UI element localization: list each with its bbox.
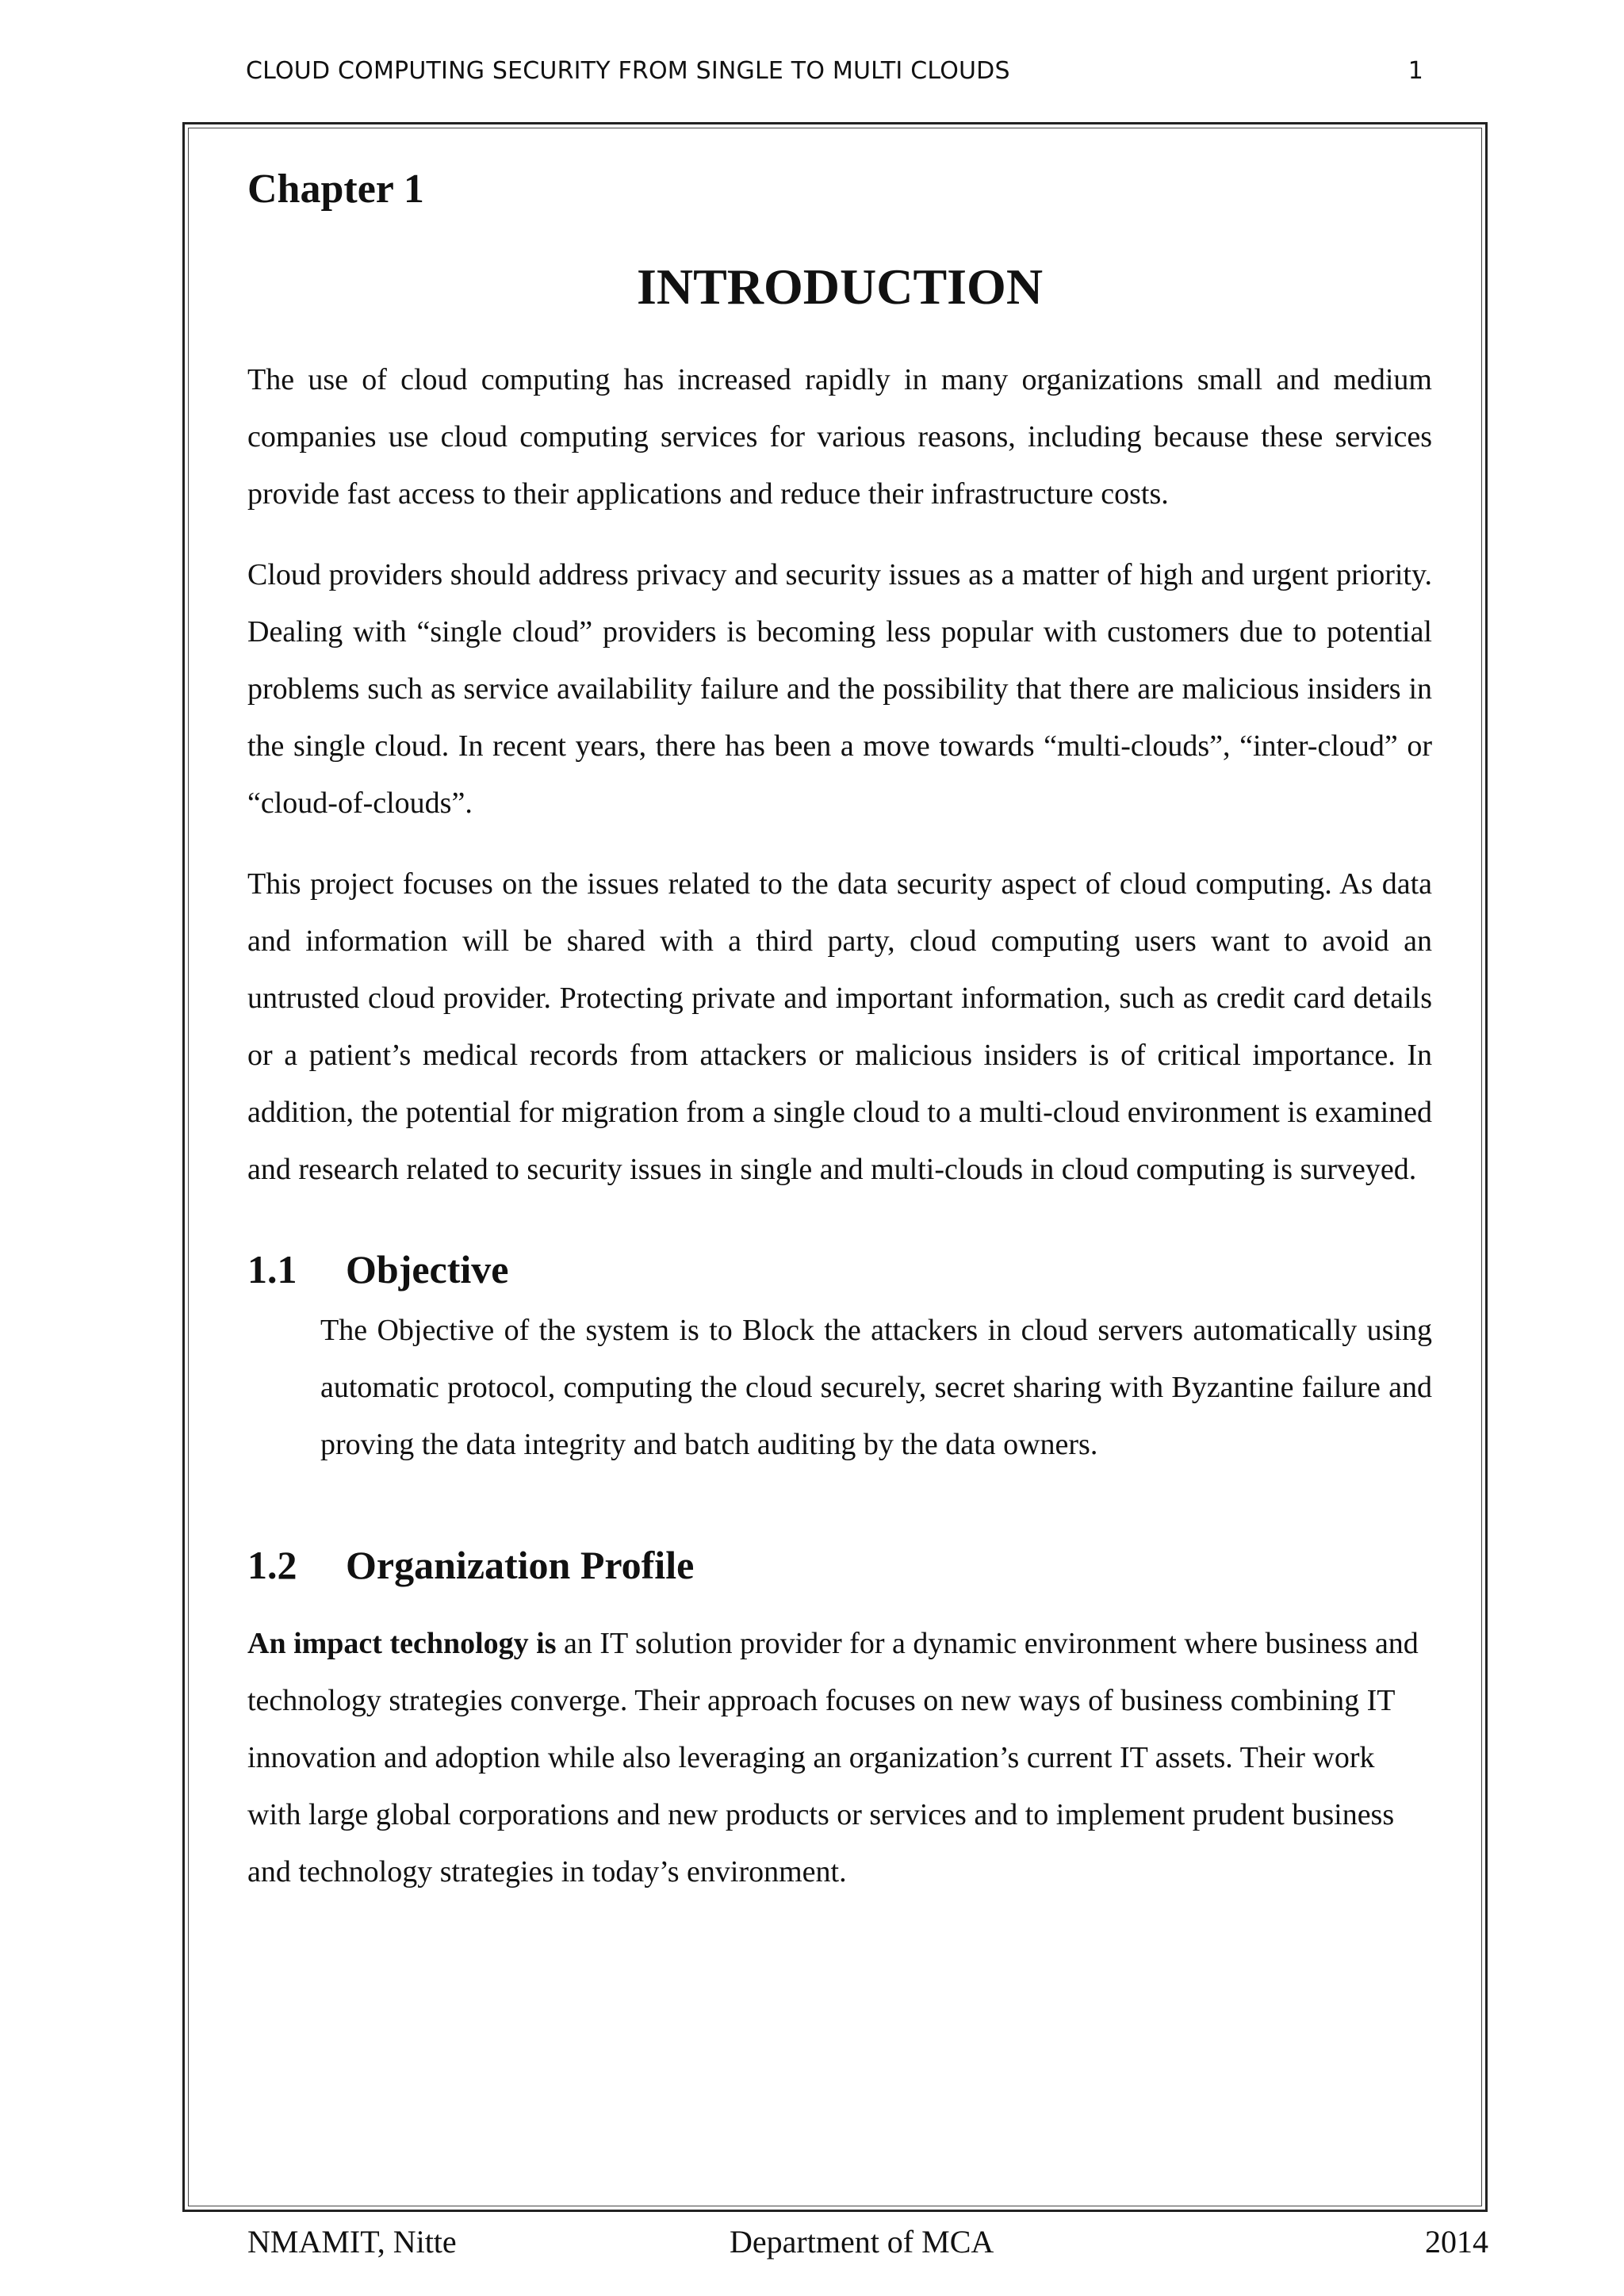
organization-paragraph bbox=[247, 1615, 1432, 1900]
section-title: Objective bbox=[346, 1247, 509, 1292]
section-number: 1.1 bbox=[247, 1247, 297, 1292]
section-number: 1.2 bbox=[247, 1543, 297, 1588]
section-heading-objective bbox=[247, 1244, 1432, 1295]
footer-department: Department of MCA bbox=[730, 2224, 994, 2260]
section-title: Organization Profile bbox=[346, 1543, 695, 1588]
intro-paragraph-2: Cloud providers should address privacy and security issues as a matter of high and urgent priority. Dealing with “single cloud” providers is becoming less popular with customers due to potential problems such as service availability failure and the possibility that there are malicious insiders in the single cloud. In recent years, there has been a move towards “multi-clouds”, “inter-cloud” or “cloud-of-clouds”. bbox=[247, 558, 1432, 821]
footer-institution: NMAMIT, Nitte bbox=[247, 2224, 457, 2260]
intro-paragraph-1: The use of cloud computing has increased rapidly in many organizations small and medium companies use cloud computing services for various reasons, including because these services provide fast access to their applications and reduce their infrastructure costs. bbox=[247, 363, 1432, 511]
objective-paragraph: The Objective of the system is to Block the attackers in cloud servers automatically using automatic protocol, computing the cloud securely, secret sharing with Byzantine failure and proving the data integrity and batch auditing by the data owners. bbox=[320, 1314, 1432, 1462]
intro-paragraph-3: This project focuses on the issues related to the data security aspect of cloud computing. As data and information will be shared with a third party, cloud computing users want to avoid an untrusted cloud provider. Protecting private and important information, such as credit card details or a patient’s medical records from attackers or malicious insiders is of critical importance. In addition, the potential for migration from a single cloud to a multi-cloud environment is examined and research related to security issues in single and multi-clouds in cloud computing is surveyed. bbox=[247, 867, 1432, 1187]
running-title: CLOUD COMPUTING SECURITY FROM SINGLE TO MULTI CLOUDS bbox=[246, 57, 1010, 85]
chapter-label: Chapter 1 bbox=[247, 166, 424, 212]
footer-year: 2014 bbox=[1425, 2224, 1488, 2260]
organization-bold-lead: An impact technology is bbox=[247, 1627, 557, 1661]
organization-text: an IT solution provider for a dynamic environment where business and technology strategies converge. Their approach focuses on new ways of business combining IT innovation and adoption while also leveraging an organization’s current IT assets. Their work with large global corporations and new products or services and to implement prudent business and technology strategies in today’s environment. bbox=[247, 1627, 1419, 1889]
running-header bbox=[246, 57, 1423, 97]
chapter-title: INTRODUCTION bbox=[636, 258, 1044, 316]
section-heading-organization-profile bbox=[247, 1540, 1432, 1591]
page-content bbox=[247, 165, 1432, 1924]
page-number: 1 bbox=[1408, 57, 1423, 85]
page-footer bbox=[247, 2223, 1488, 2267]
